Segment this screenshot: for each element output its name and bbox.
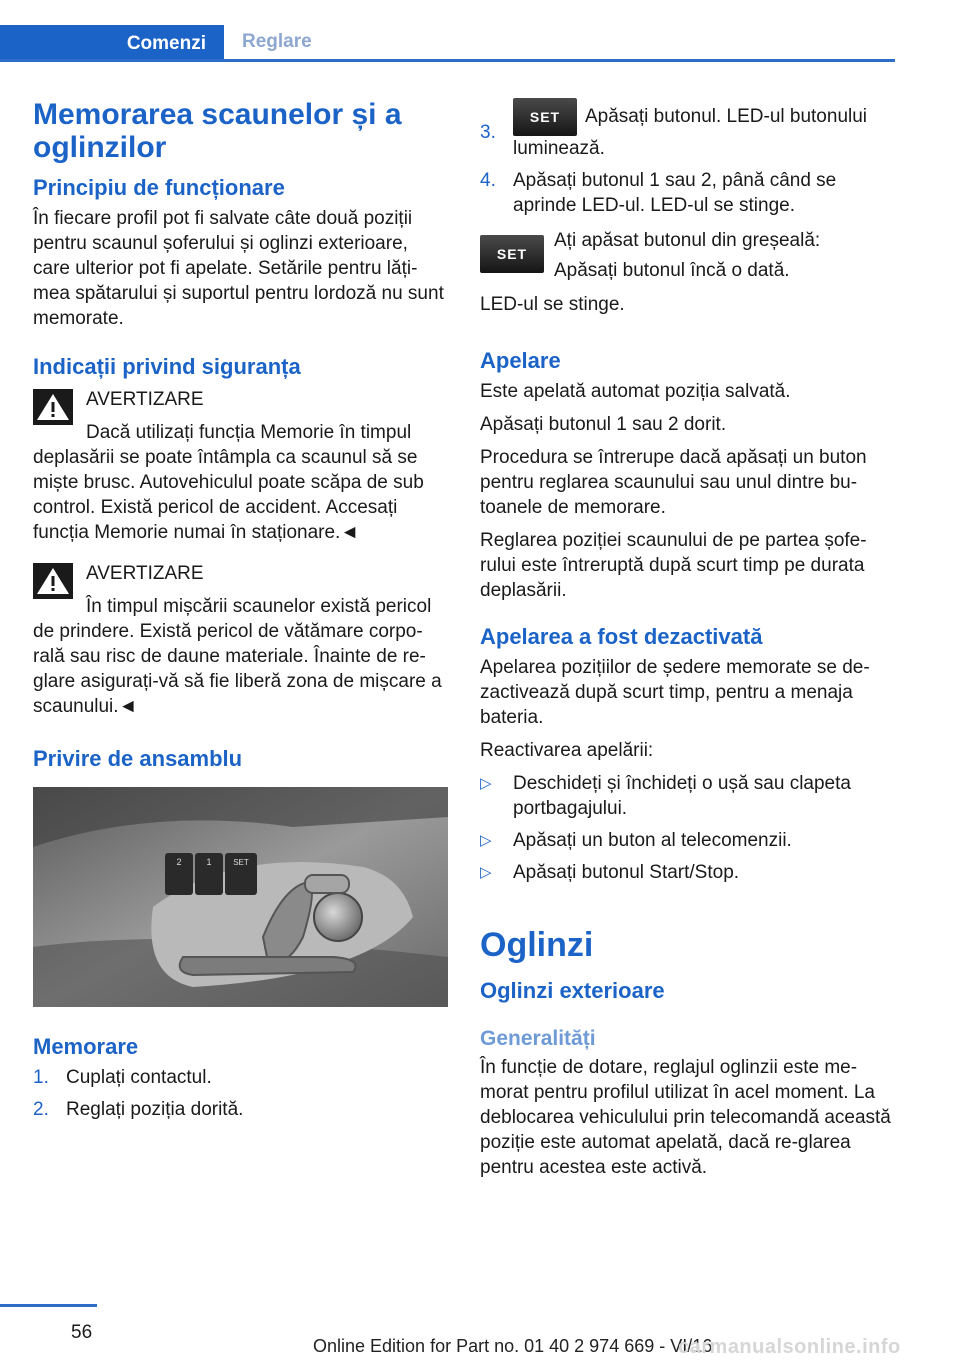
photo-label-set: SET — [233, 858, 249, 867]
step-number: 4. — [480, 170, 496, 191]
warning-icon — [33, 563, 73, 599]
warning-block-1 — [33, 387, 448, 545]
warning-label: AVERTIZARE — [86, 389, 204, 410]
list-item — [480, 168, 895, 218]
led-off-text: LED-ul se stinge. — [480, 294, 625, 315]
tab-reglare[interactable]: Reglare — [242, 31, 312, 52]
deactivated-text-2: Reactivarea apelării: — [480, 740, 654, 761]
general-heading: Generalități — [480, 1027, 596, 1050]
mistake-line-2: Apăsați butonul încă o dată. — [554, 260, 790, 281]
call-text-1: Este apelată automat poziția salvată. — [480, 381, 791, 402]
bullet-icon: ▷ — [480, 864, 492, 881]
bullet-icon: ▷ — [480, 832, 492, 849]
reactivation-list — [480, 771, 895, 885]
list-item — [480, 771, 895, 821]
warning-text-rest: de prindere. Există pericol de vătămare corpo-rală sau risc de daune materiale. Înainte de re-glare asigurați-vă să fie liberă zona de mișcare a scaunului.◄ — [33, 621, 442, 717]
bullet-text: Apăsați butonul Start/Stop. — [513, 862, 740, 883]
step-number: 2. — [33, 1099, 49, 1120]
page-title: Memorarea scaunelor și a oglinzilor — [33, 98, 402, 164]
seat-controls-photo — [33, 787, 448, 1007]
principle-heading: Principiu de funcționare — [33, 175, 285, 200]
bullet-text: Deschideți și închideți o ușă sau clapeta portbagajului. — [513, 773, 851, 819]
deactivated-heading: Apelarea a fost dezactivată — [480, 624, 763, 649]
header-rule — [0, 59, 895, 62]
warning-text-first: Dacă utilizați funcția Memorie în timpul — [86, 422, 412, 443]
memorize-steps-continued — [480, 98, 895, 218]
mistake-note — [480, 232, 895, 288]
step-text: Cuplați contactul. — [66, 1067, 212, 1088]
step-number: 1. — [33, 1067, 49, 1088]
set-button-icon: SET — [480, 235, 544, 273]
warning-label: AVERTIZARE — [86, 563, 204, 584]
memorize-steps — [33, 1065, 448, 1122]
warning-block-2 — [33, 561, 448, 719]
set-button-icon: SET — [513, 98, 577, 136]
bullet-icon: ▷ — [480, 775, 492, 792]
footer-rule — [0, 1304, 97, 1307]
safety-heading: Indicații privind siguranța — [33, 354, 301, 379]
call-heading: Apelare — [480, 348, 561, 373]
photo-label-1: 1 — [206, 857, 212, 867]
watermark: carmanualsonline.info — [678, 1336, 901, 1358]
header-tabs — [0, 25, 895, 62]
mistake-line-1: Ați apăsat butonul din greșeală: — [554, 230, 821, 251]
call-text-4: Reglarea poziției scaunului de pe partea șofe-rului este întreruptă după scurt timp pe durata deplasării. — [480, 530, 867, 601]
edition-text: Online Edition for Part no. 01 40 2 974 669 - VI/16 — [313, 1336, 713, 1356]
call-text-3: Procedura se întrerupe dacă apăsați un buton pentru reglarea scaunului sau unul dintre bu-toanele de memorare. — [480, 447, 867, 518]
mirrors-heading: Oglinzi — [480, 926, 594, 964]
step-text: Apăsați butonul 1 sau 2, până când se aprinde LED-ul. LED-ul se stinge. — [513, 170, 837, 216]
step-text: Apăsați butonul. LED-ul butonului luminează. — [513, 106, 868, 159]
list-item — [480, 860, 895, 885]
principle-text: În fiecare profil pot fi salvate câte două poziții pentru scaunul șoferului și oglinzi exterioare, care ulterior pot fi apelate. Setările pentru lăți-mea spătarului și suportul pentru lordoză nu sunt memorate. — [33, 208, 444, 329]
memorize-heading: Memorare — [33, 1034, 139, 1059]
step-number: 3. — [480, 122, 496, 143]
step-text: Reglați poziția dorită. — [66, 1099, 244, 1120]
list-item — [480, 98, 895, 161]
warning-text-first: În timpul mișcării scaunelor există pericol — [86, 596, 432, 617]
tab-comenzi[interactable]: Comenzi — [0, 25, 224, 62]
page-number: 56 — [71, 1322, 93, 1343]
left-column — [33, 98, 448, 1129]
warning-text-rest: deplasării se poate întâmpla ca scaunul să se miște brusc. Autovehiculul poate scăpa de sub control. Există pericol de accident. Accesați funcția Memorie numai în staționare.◄ — [33, 447, 424, 543]
right-column — [480, 98, 895, 1188]
exterior-mirrors-heading: Oglinzi exterioare — [480, 978, 665, 1003]
bullet-text: Apăsați un buton al telecomenzii. — [513, 830, 792, 851]
photo-label-2: 2 — [176, 857, 182, 867]
general-text: În funcție de dotare, reglajul oglinzii este me-morat pentru profilul utilizat în acel moment. La deblocarea vehiculului prin telecomandă această poziție este automat apelată, dacă re-glarea pentru acestea este activă. — [480, 1057, 891, 1178]
list-item — [33, 1097, 448, 1122]
overview-heading: Privire de ansamblu — [33, 746, 243, 771]
list-item — [480, 828, 895, 853]
call-text-2: Apăsați butonul 1 sau 2 dorit. — [480, 414, 727, 435]
warning-icon — [33, 389, 73, 425]
deactivated-text-1: Apelarea pozițiilor de ședere memorate se de-zactivează după scurt timp, pentru a menaja bateria. — [480, 657, 870, 728]
list-item — [33, 1065, 448, 1090]
